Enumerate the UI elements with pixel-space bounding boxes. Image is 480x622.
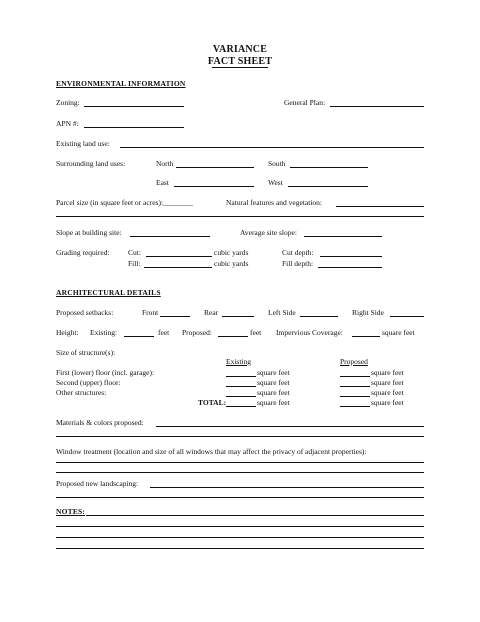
natural-features-field[interactable]: [336, 206, 424, 207]
zoning-label: Zoning:: [56, 98, 80, 107]
surrounding-land-uses-label: Surrounding land uses:: [56, 159, 126, 168]
form-title: VARIANCE: [212, 44, 268, 55]
landscaping-label: Proposed new landscaping:: [56, 479, 139, 488]
height-label: Height:: [56, 328, 79, 337]
proposed-setbacks-label: Proposed setbacks:: [56, 308, 114, 317]
cut-cubic-yards: cubic yards: [214, 248, 249, 257]
height-proposed-unit: feet: [250, 328, 262, 337]
notes-label: NOTES:: [56, 507, 86, 516]
left-side-field[interactable]: [300, 316, 338, 317]
north-field[interactable]: [176, 167, 254, 168]
window-treatment-label: Window treatment (location and size of all windows that may affect the privacy of adjacent properties):: [56, 447, 367, 456]
landscaping-continuation[interactable]: [56, 497, 424, 498]
height-existing-unit: feet: [158, 328, 170, 337]
notes-line-2[interactable]: [56, 526, 424, 527]
right-side-label: Right Side: [352, 308, 384, 317]
first-floor-label: First (lower) floor (incl. garage):: [56, 368, 155, 377]
east-label: East: [156, 178, 169, 187]
left-side-label: Left Side: [268, 308, 296, 317]
other-structures-proposed-field[interactable]: [340, 396, 370, 397]
north-label: North: [156, 159, 174, 168]
column-proposed-heading: Proposed: [340, 357, 368, 366]
existing-land-use-label: Existing land use:: [56, 139, 110, 148]
impervious-coverage-field[interactable]: [352, 336, 380, 337]
south-label: South: [268, 159, 286, 168]
notes-line-1[interactable]: [86, 515, 424, 516]
general-plan-field[interactable]: [330, 106, 424, 107]
other-structures-existing-unit: square feet: [257, 388, 290, 397]
cut-depth-field[interactable]: [320, 256, 382, 257]
total-proposed-unit: square feet: [371, 398, 404, 407]
environmental-heading: ENVIRONMENTAL INFORMATION: [56, 79, 186, 88]
height-proposed-label: Proposed:: [182, 328, 212, 337]
first-floor-existing-unit: square feet: [257, 368, 290, 377]
form-subtitle: FACT SHEET: [207, 56, 273, 67]
total-existing-field[interactable]: [226, 406, 256, 407]
first-floor-proposed-unit: square feet: [371, 368, 404, 377]
architectural-heading: ARCHITECTURAL DETAILS: [56, 288, 161, 297]
second-floor-existing-unit: square feet: [257, 378, 290, 387]
second-floor-proposed-field[interactable]: [340, 386, 370, 387]
other-structures-label: Other structures:: [56, 388, 107, 397]
apn-label: APN #:: [56, 119, 79, 128]
fill-depth-label: Fill depth:: [282, 259, 314, 268]
zoning-field[interactable]: [84, 106, 184, 107]
fill-label: Fill:: [128, 259, 141, 268]
window-treatment-line-1[interactable]: [56, 462, 424, 463]
second-floor-label: Second (upper) floor:: [56, 378, 121, 387]
right-side-field[interactable]: [390, 316, 424, 317]
impervious-coverage-label: Impervious Coverage:: [276, 328, 343, 337]
notes-line-4[interactable]: [56, 548, 424, 549]
fill-depth-field[interactable]: [318, 267, 382, 268]
height-existing-field[interactable]: [124, 336, 154, 337]
landscaping-field[interactable]: [150, 487, 424, 488]
west-label: West: [268, 178, 283, 187]
first-floor-proposed-field[interactable]: [340, 376, 370, 377]
fill-field[interactable]: [144, 267, 212, 268]
total-proposed-field[interactable]: [340, 406, 370, 407]
window-treatment-line-2[interactable]: [56, 472, 424, 473]
south-field[interactable]: [290, 167, 368, 168]
rear-field[interactable]: [222, 316, 254, 317]
natural-features-continuation[interactable]: [56, 216, 424, 217]
materials-colors-label: Materials & colors proposed:: [56, 418, 144, 427]
fill-cubic-yards: cubic yards: [214, 259, 249, 268]
front-label: Front: [142, 308, 159, 317]
materials-colors-field[interactable]: [156, 426, 424, 427]
notes-line-3[interactable]: [56, 537, 424, 538]
grading-required-label: Grading required:: [56, 248, 110, 257]
east-field[interactable]: [174, 186, 254, 187]
total-existing-unit: square feet: [257, 398, 290, 407]
height-existing-label: Existing:: [90, 328, 118, 337]
cut-depth-label: Cut depth:: [282, 248, 314, 257]
general-plan-label: General Plan:: [284, 98, 326, 107]
column-existing-heading: Existing: [226, 357, 252, 366]
average-site-slope-label: Average site slope:: [240, 228, 297, 237]
west-field[interactable]: [288, 186, 368, 187]
slope-building-site-field[interactable]: [130, 236, 210, 237]
impervious-coverage-unit: square feet: [382, 328, 415, 337]
cut-label: Cut:: [128, 248, 141, 257]
materials-colors-continuation[interactable]: [56, 436, 424, 437]
other-structures-existing-field[interactable]: [226, 396, 256, 397]
title-underline: [212, 67, 268, 68]
slope-building-site-label: Slope at building site:: [56, 228, 122, 237]
cut-field[interactable]: [146, 256, 212, 257]
other-structures-proposed-unit: square feet: [371, 388, 404, 397]
height-proposed-field[interactable]: [218, 336, 248, 337]
rear-label: Rear: [204, 308, 219, 317]
natural-features-label: Natural features and vegetation:: [226, 198, 322, 207]
average-site-slope-field[interactable]: [304, 236, 382, 237]
apn-field[interactable]: [84, 127, 184, 128]
second-floor-existing-field[interactable]: [226, 386, 256, 387]
total-label: TOTAL:: [198, 398, 227, 407]
first-floor-existing-field[interactable]: [226, 376, 256, 377]
existing-land-use-field[interactable]: [120, 147, 424, 148]
size-of-structures-label: Size of structure(s):: [56, 348, 116, 357]
second-floor-proposed-unit: square feet: [371, 378, 404, 387]
parcel-size-label: Parcel size (in square feet or acres):________: [56, 198, 194, 207]
front-field[interactable]: [160, 316, 190, 317]
